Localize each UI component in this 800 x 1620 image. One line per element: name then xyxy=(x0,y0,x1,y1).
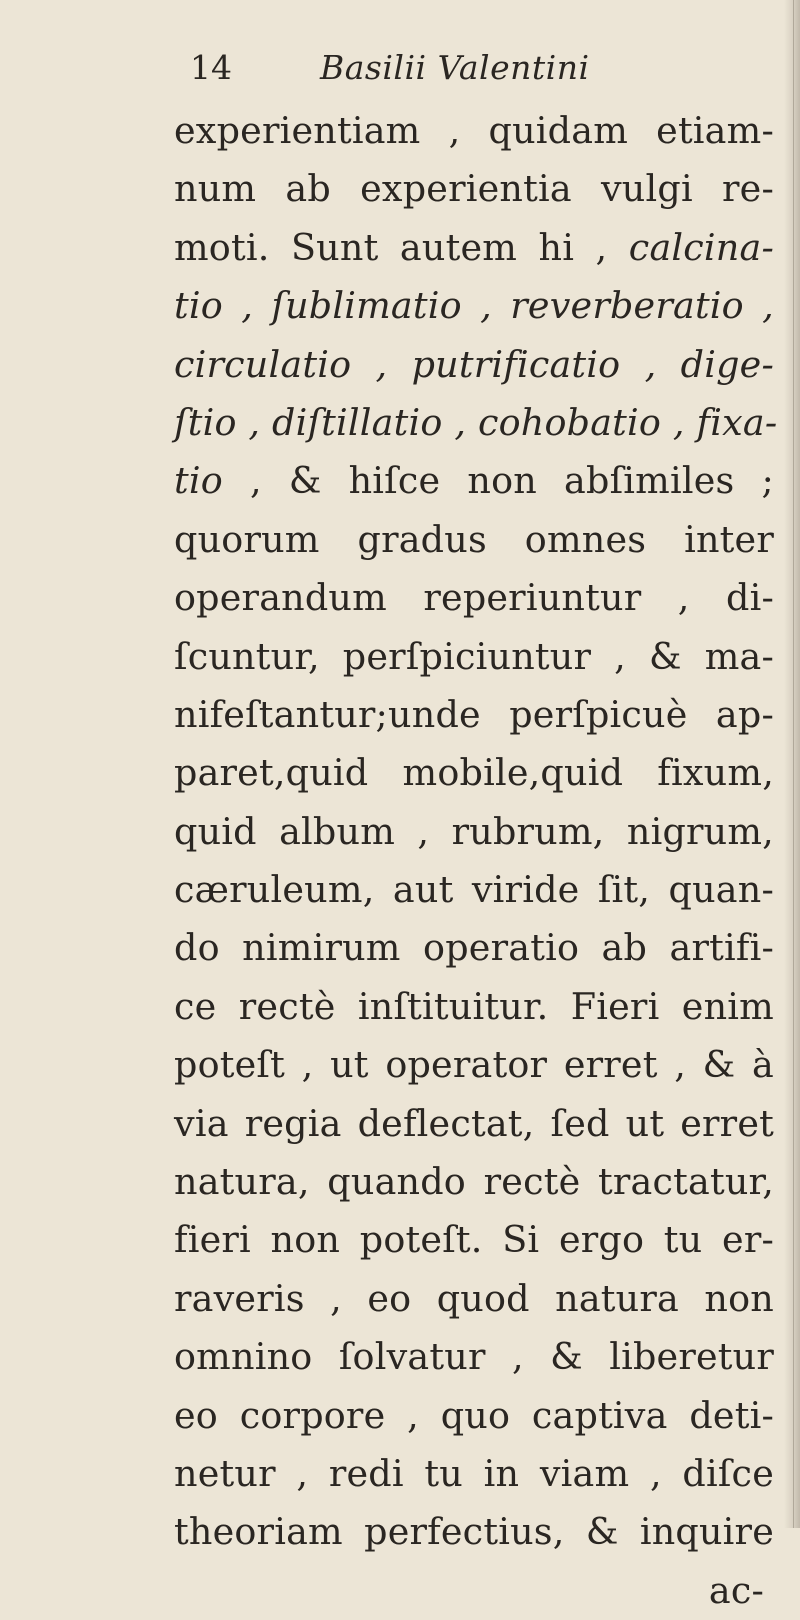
text-run: , & hiſce non abſimiles ; xyxy=(222,459,774,503)
text-line xyxy=(174,160,774,218)
text-line xyxy=(174,1095,774,1153)
text-line xyxy=(174,394,778,452)
text-line xyxy=(174,511,774,569)
text-run: fieri non poteſt. Si ergo tu er- xyxy=(174,1218,774,1262)
italic-term: calcina- xyxy=(628,225,774,269)
text-run: paret,quid mobile,quid fixum, xyxy=(174,751,774,795)
italic-term: circulatio , putrificatio , dige- xyxy=(174,342,774,386)
text-line xyxy=(174,1036,774,1094)
text-run: poteſt , ut operator erret , & à xyxy=(174,1043,774,1087)
text-run: num ab experientia vulgi re- xyxy=(174,167,774,211)
text-line xyxy=(174,803,774,861)
text-run: ſcuntur, perſpiciuntur , & ma- xyxy=(174,634,774,678)
text-run: ac- xyxy=(708,1568,764,1612)
text-run: experientiam , quidam etiam- xyxy=(174,109,774,152)
text-line xyxy=(174,978,774,1036)
text-line xyxy=(174,1211,774,1269)
text-line xyxy=(174,1445,774,1503)
text-run: operandum reperiuntur , di- xyxy=(174,576,774,620)
text-line xyxy=(174,336,774,394)
text-run: raveris , eo quod natura non xyxy=(174,1276,774,1320)
text-run: do nimirum operatio ab artifi- xyxy=(174,926,774,970)
text-line xyxy=(174,1562,774,1620)
text-line xyxy=(174,219,774,277)
text-run: quid album , rubrum, nigrum, xyxy=(174,809,774,853)
text-run: cæruleum, aut viride ſit, quan- xyxy=(174,868,774,912)
text-line xyxy=(174,569,774,627)
text-run: netur , redi tu in viam , diſce xyxy=(174,1451,774,1495)
text-line xyxy=(174,277,774,335)
text-run: theoriam perfectius, & inquire xyxy=(174,1510,774,1554)
text-run: eo corpore , quo captiva deti- xyxy=(174,1393,774,1437)
running-head: Basilii Valentini xyxy=(320,48,590,87)
italic-term: ſtio , diſtillatio , cohobatio , fixa- xyxy=(174,400,778,444)
text-run: quorum gradus omnes inter xyxy=(174,517,774,561)
text-run: nifeſtantur;unde perſpicuè ap- xyxy=(174,692,774,736)
page-edge-shadow xyxy=(784,0,800,1528)
italic-term: tio xyxy=(174,459,223,503)
text-line xyxy=(174,686,774,744)
text-run: moti. Sunt autem hi , xyxy=(174,225,629,269)
text-line xyxy=(174,1153,774,1211)
page-number: 14 xyxy=(190,48,232,87)
text-line xyxy=(174,452,774,510)
page-header xyxy=(190,48,740,92)
text-line xyxy=(174,919,774,977)
text-run: ce rectè inſtituitur. Fieri enim xyxy=(174,984,774,1028)
body-text xyxy=(174,102,778,1620)
text-line xyxy=(174,1270,774,1328)
text-line xyxy=(174,628,774,686)
text-run: omnino ſolvatur , & liberetur xyxy=(174,1335,774,1379)
text-line xyxy=(174,861,774,919)
page-fold-line xyxy=(793,0,794,1528)
italic-term: tio , ſublimatio , reverberatio , xyxy=(174,284,774,328)
text-line xyxy=(174,744,774,802)
text-run: via regia deflectat, ſed ut erret xyxy=(174,1101,774,1145)
text-line xyxy=(174,102,774,160)
text-line xyxy=(174,1387,774,1445)
text-line xyxy=(174,1503,774,1561)
text-line xyxy=(174,1328,774,1386)
text-run: natura, quando rectè tractatur, xyxy=(174,1160,774,1204)
